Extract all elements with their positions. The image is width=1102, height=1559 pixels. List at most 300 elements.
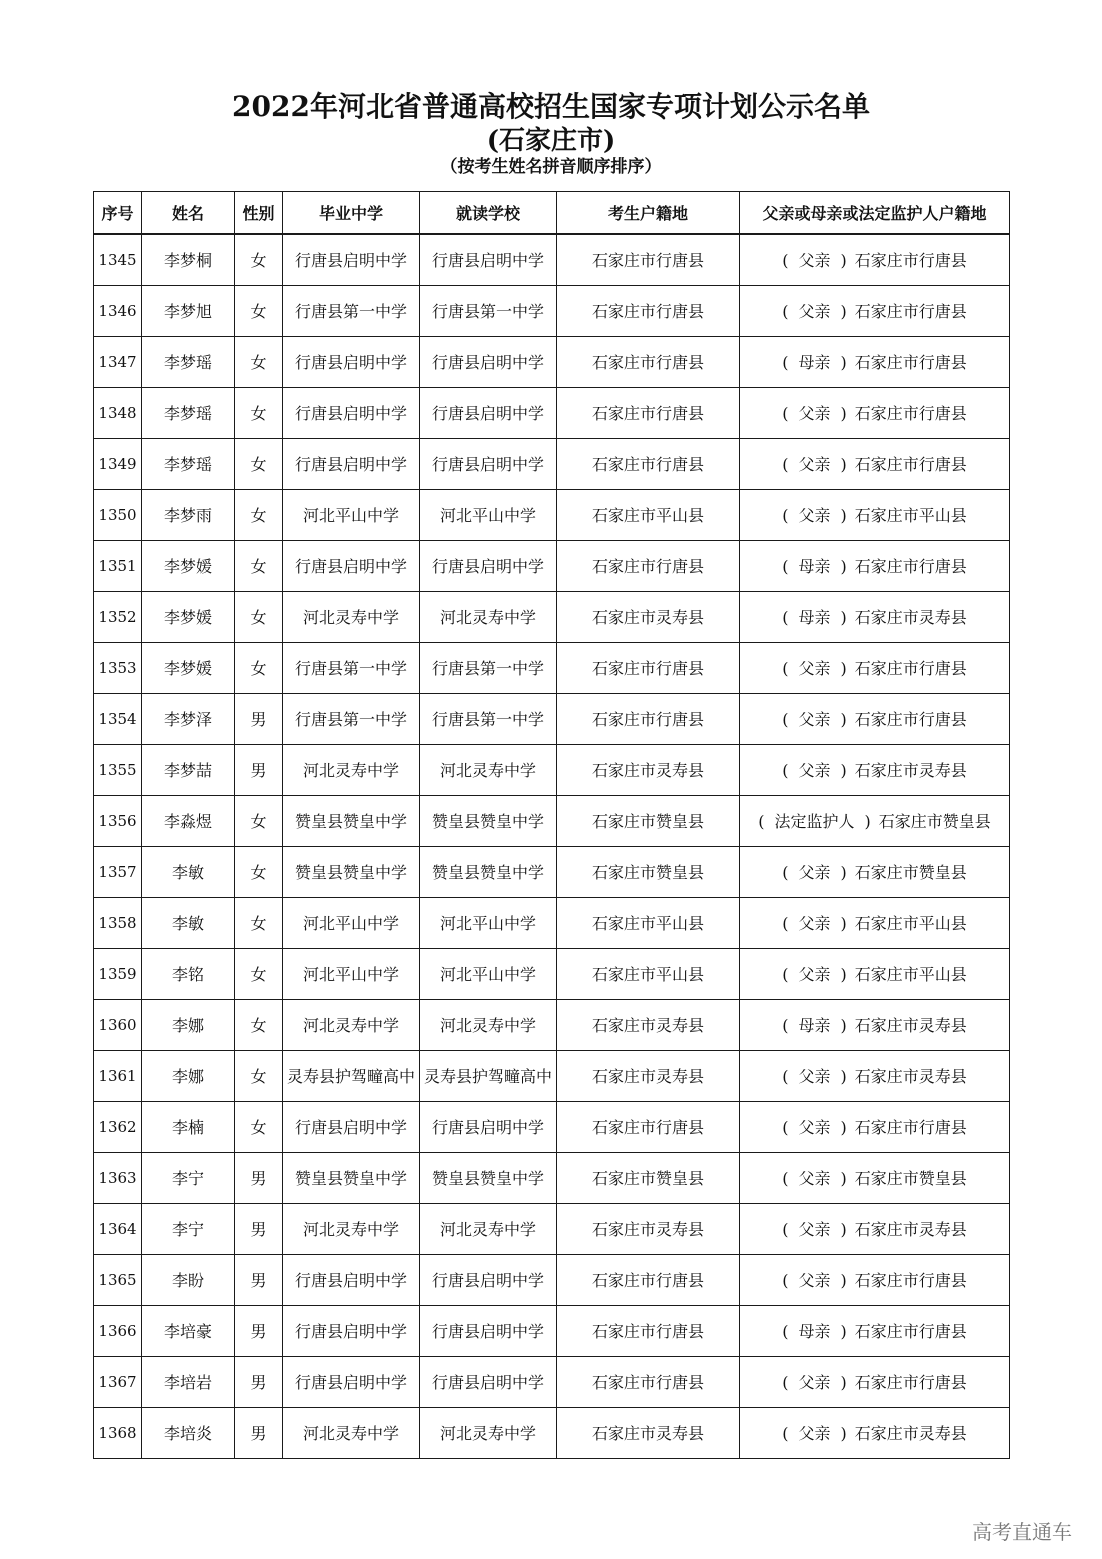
cell-guardian-household — [740, 1204, 1010, 1255]
cell-current-school: 行唐县启明中学 — [420, 1102, 557, 1153]
cell-guardian-household — [740, 1255, 1010, 1306]
guardian-relation: 母亲 — [798, 352, 831, 372]
cell-seq: 1360 — [94, 1000, 142, 1051]
guardian-household-place: 石家庄市平山县 — [854, 913, 967, 933]
guardian-relation: 父亲 — [798, 1117, 831, 1137]
header-household: 考生户籍地 — [557, 192, 740, 235]
cell-household: 石家庄市灵寿县 — [557, 592, 740, 643]
cell-name: 李梦桐 — [142, 234, 235, 286]
paren-open: ( — [782, 454, 789, 474]
cell-guardian-household — [740, 949, 1010, 1000]
table-row — [94, 796, 1010, 847]
paren-open: ( — [782, 301, 789, 321]
cell-grad-school: 行唐县启明中学 — [283, 541, 420, 592]
cell-guardian-household — [740, 337, 1010, 388]
table-row — [94, 1000, 1010, 1051]
cell-guardian-household — [740, 745, 1010, 796]
cell-grad-school: 河北灵寿中学 — [283, 1408, 420, 1459]
table-row — [94, 745, 1010, 796]
cell-guardian-household — [740, 1306, 1010, 1357]
guardian-household-place: 石家庄市赞皇县 — [854, 862, 967, 882]
cell-guardian-household — [740, 541, 1010, 592]
guardian-household-place: 石家庄市赞皇县 — [878, 811, 991, 831]
cell-gender: 女 — [235, 439, 283, 490]
table-row — [94, 592, 1010, 643]
guardian-relation: 父亲 — [798, 454, 831, 474]
cell-household: 石家庄市行唐县 — [557, 1306, 740, 1357]
cell-household: 石家庄市行唐县 — [557, 337, 740, 388]
table-row — [94, 1306, 1010, 1357]
table-row — [94, 1204, 1010, 1255]
paren-close: ) — [840, 709, 847, 729]
cell-current-school: 行唐县第一中学 — [420, 286, 557, 337]
cell-seq: 1355 — [94, 745, 142, 796]
cell-grad-school: 行唐县启明中学 — [283, 1357, 420, 1408]
cell-household: 石家庄市平山县 — [557, 898, 740, 949]
cell-seq: 1365 — [94, 1255, 142, 1306]
cell-gender: 女 — [235, 388, 283, 439]
guardian-relation: 母亲 — [798, 556, 831, 576]
cell-grad-school: 河北平山中学 — [283, 949, 420, 1000]
cell-name: 李娜 — [142, 1051, 235, 1102]
cell-seq: 1359 — [94, 949, 142, 1000]
paren-open: ( — [782, 556, 789, 576]
cell-gender: 女 — [235, 643, 283, 694]
table-row — [94, 234, 1010, 286]
cell-gender: 女 — [235, 847, 283, 898]
guardian-household-place: 石家庄市行唐县 — [854, 454, 967, 474]
guardian-household-place: 石家庄市行唐县 — [854, 250, 967, 270]
guardian-household-place: 石家庄市行唐县 — [854, 301, 967, 321]
cell-guardian-household — [740, 592, 1010, 643]
cell-guardian-household — [740, 1051, 1010, 1102]
cell-current-school: 行唐县启明中学 — [420, 234, 557, 286]
guardian-relation: 父亲 — [798, 862, 831, 882]
cell-gender: 男 — [235, 1306, 283, 1357]
guardian-relation: 母亲 — [798, 607, 831, 627]
cell-household: 石家庄市赞皇县 — [557, 1153, 740, 1204]
cell-grad-school: 河北平山中学 — [283, 898, 420, 949]
guardian-relation: 父亲 — [798, 658, 831, 678]
cell-guardian-household — [740, 388, 1010, 439]
guardian-household-place: 石家庄市灵寿县 — [854, 1423, 967, 1443]
guardian-relation: 父亲 — [798, 913, 831, 933]
cell-household: 石家庄市行唐县 — [557, 388, 740, 439]
cell-household: 石家庄市平山县 — [557, 949, 740, 1000]
cell-grad-school: 赞皇县赞皇中学 — [283, 1153, 420, 1204]
cell-grad-school: 行唐县启明中学 — [283, 1306, 420, 1357]
guardian-household-place: 石家庄市行唐县 — [854, 1372, 967, 1392]
cell-gender: 女 — [235, 1102, 283, 1153]
cell-name: 李培豪 — [142, 1306, 235, 1357]
cell-name: 李淼煜 — [142, 796, 235, 847]
table-row — [94, 388, 1010, 439]
guardian-relation: 父亲 — [798, 1270, 831, 1290]
table-row — [94, 643, 1010, 694]
cell-seq: 1363 — [94, 1153, 142, 1204]
cell-grad-school: 行唐县第一中学 — [283, 694, 420, 745]
table-row — [94, 1408, 1010, 1459]
cell-name: 李梦雨 — [142, 490, 235, 541]
cell-grad-school: 河北灵寿中学 — [283, 1204, 420, 1255]
cell-seq: 1349 — [94, 439, 142, 490]
table-row — [94, 490, 1010, 541]
guardian-relation: 父亲 — [798, 1219, 831, 1239]
cell-household: 石家庄市灵寿县 — [557, 1204, 740, 1255]
watermark: 高考直通车 — [972, 1520, 1072, 1544]
cell-name: 李梦瑶 — [142, 439, 235, 490]
paren-open: ( — [782, 913, 789, 933]
cell-household: 石家庄市赞皇县 — [557, 847, 740, 898]
table-row — [94, 286, 1010, 337]
cell-name: 李敏 — [142, 847, 235, 898]
paren-open: ( — [782, 1015, 789, 1035]
guardian-household-place: 石家庄市平山县 — [854, 505, 967, 525]
cell-current-school: 河北平山中学 — [420, 949, 557, 1000]
guardian-relation: 法定监护人 — [774, 811, 855, 831]
paren-open: ( — [782, 760, 789, 780]
document-title: 2022年河北省普通高校招生国家专项计划公示名单 — [232, 90, 870, 123]
cell-gender: 女 — [235, 490, 283, 541]
paren-close: ) — [840, 505, 847, 525]
guardian-relation: 父亲 — [798, 1372, 831, 1392]
cell-current-school: 行唐县启明中学 — [420, 439, 557, 490]
table-row — [94, 337, 1010, 388]
paren-close: ) — [840, 607, 847, 627]
paren-close: ) — [840, 556, 847, 576]
cell-name: 李梦泽 — [142, 694, 235, 745]
cell-name: 李铭 — [142, 949, 235, 1000]
cell-grad-school: 行唐县启明中学 — [283, 234, 420, 286]
paren-open: ( — [782, 250, 789, 270]
cell-guardian-household — [740, 1153, 1010, 1204]
cell-gender: 女 — [235, 337, 283, 388]
cell-seq: 1353 — [94, 643, 142, 694]
guardian-relation: 父亲 — [798, 760, 831, 780]
table-row — [94, 1051, 1010, 1102]
guardian-household-place: 石家庄市行唐县 — [854, 403, 967, 423]
cell-current-school: 河北灵寿中学 — [420, 1408, 557, 1459]
document-subtitle: (石家庄市) — [486, 126, 616, 156]
paren-close: ) — [840, 964, 847, 984]
paren-close: ) — [840, 760, 847, 780]
guardian-relation: 父亲 — [798, 1168, 831, 1188]
cell-name: 李梦旭 — [142, 286, 235, 337]
paren-close: ) — [840, 1066, 847, 1086]
cell-grad-school: 行唐县启明中学 — [283, 388, 420, 439]
cell-seq: 1354 — [94, 694, 142, 745]
paren-close: ) — [840, 1321, 847, 1341]
table-row — [94, 541, 1010, 592]
cell-seq: 1350 — [94, 490, 142, 541]
paren-open: ( — [782, 1219, 789, 1239]
guardian-relation: 父亲 — [798, 505, 831, 525]
cell-current-school: 赞皇县赞皇中学 — [420, 1153, 557, 1204]
cell-current-school: 赞皇县赞皇中学 — [420, 847, 557, 898]
cell-guardian-household — [740, 286, 1010, 337]
cell-current-school: 行唐县启明中学 — [420, 337, 557, 388]
guardian-relation: 父亲 — [798, 964, 831, 984]
cell-gender: 男 — [235, 1357, 283, 1408]
cell-current-school: 行唐县启明中学 — [420, 1357, 557, 1408]
paren-close: ) — [840, 301, 847, 321]
guardian-household-place: 石家庄市灵寿县 — [854, 1015, 967, 1035]
cell-current-school: 河北平山中学 — [420, 898, 557, 949]
cell-seq: 1347 — [94, 337, 142, 388]
cell-current-school: 行唐县第一中学 — [420, 643, 557, 694]
paren-close: ) — [840, 250, 847, 270]
cell-guardian-household — [740, 490, 1010, 541]
guardian-household-place: 石家庄市赞皇县 — [854, 1168, 967, 1188]
paren-open: ( — [782, 709, 789, 729]
cell-seq: 1345 — [94, 234, 142, 286]
cell-household: 石家庄市平山县 — [557, 490, 740, 541]
cell-seq: 1356 — [94, 796, 142, 847]
cell-household: 石家庄市行唐县 — [557, 1255, 740, 1306]
paren-close: ) — [840, 1168, 847, 1188]
cell-household: 石家庄市行唐县 — [557, 439, 740, 490]
cell-name: 李培炎 — [142, 1408, 235, 1459]
guardian-household-place: 石家庄市灵寿县 — [854, 760, 967, 780]
guardian-household-place: 石家庄市行唐县 — [854, 352, 967, 372]
paren-open: ( — [782, 1168, 789, 1188]
cell-seq: 1357 — [94, 847, 142, 898]
cell-household: 石家庄市行唐县 — [557, 694, 740, 745]
paren-close: ) — [840, 1270, 847, 1290]
cell-current-school: 行唐县第一中学 — [420, 694, 557, 745]
paren-open: ( — [782, 1423, 789, 1443]
cell-guardian-household — [740, 439, 1010, 490]
cell-guardian-household — [740, 898, 1010, 949]
cell-grad-school: 河北灵寿中学 — [283, 1000, 420, 1051]
cell-name: 李宁 — [142, 1153, 235, 1204]
cell-grad-school: 行唐县第一中学 — [283, 286, 420, 337]
cell-current-school: 灵寿县护驾疃高中 — [420, 1051, 557, 1102]
cell-name: 李梦媛 — [142, 592, 235, 643]
cell-gender: 女 — [235, 1000, 283, 1051]
paren-open: ( — [782, 1117, 789, 1137]
cell-name: 李梦喆 — [142, 745, 235, 796]
sort-note: （按考生姓名拼音顺序排序） — [440, 157, 662, 177]
cell-current-school: 赞皇县赞皇中学 — [420, 796, 557, 847]
cell-gender: 女 — [235, 796, 283, 847]
cell-gender: 男 — [235, 1408, 283, 1459]
paren-open: ( — [782, 352, 789, 372]
guardian-household-place: 石家庄市行唐县 — [854, 658, 967, 678]
cell-seq: 1362 — [94, 1102, 142, 1153]
paren-open: ( — [782, 505, 789, 525]
guardian-household-place: 石家庄市灵寿县 — [854, 1066, 967, 1086]
cell-household: 石家庄市行唐县 — [557, 234, 740, 286]
table-row — [94, 949, 1010, 1000]
cell-guardian-household — [740, 694, 1010, 745]
guardian-household-place: 石家庄市行唐县 — [854, 709, 967, 729]
paren-close: ) — [840, 1219, 847, 1239]
table-row — [94, 898, 1010, 949]
cell-name: 李敏 — [142, 898, 235, 949]
paren-close: ) — [840, 352, 847, 372]
cell-household: 石家庄市行唐县 — [557, 286, 740, 337]
table-row — [94, 1357, 1010, 1408]
cell-seq: 1367 — [94, 1357, 142, 1408]
cell-grad-school: 灵寿县护驾疃高中 — [283, 1051, 420, 1102]
table-row — [94, 1102, 1010, 1153]
guardian-relation: 母亲 — [798, 1015, 831, 1035]
cell-seq: 1352 — [94, 592, 142, 643]
cell-guardian-household — [740, 1357, 1010, 1408]
cell-household: 石家庄市行唐县 — [557, 643, 740, 694]
paren-close: ) — [840, 403, 847, 423]
cell-guardian-household — [740, 1102, 1010, 1153]
cell-current-school: 河北灵寿中学 — [420, 1204, 557, 1255]
cell-gender: 女 — [235, 1051, 283, 1102]
cell-name: 李梦瑶 — [142, 388, 235, 439]
cell-grad-school: 赞皇县赞皇中学 — [283, 847, 420, 898]
paren-close: ) — [840, 1117, 847, 1137]
guardian-household-place: 石家庄市灵寿县 — [854, 607, 967, 627]
table-row — [94, 694, 1010, 745]
paren-close: ) — [840, 862, 847, 882]
guardian-relation: 父亲 — [798, 709, 831, 729]
cell-seq: 1358 — [94, 898, 142, 949]
paren-open: ( — [782, 607, 789, 627]
table-body — [94, 234, 1010, 1459]
paren-open: ( — [782, 1066, 789, 1086]
cell-current-school: 河北灵寿中学 — [420, 592, 557, 643]
paren-open: ( — [782, 1372, 789, 1392]
cell-seq: 1346 — [94, 286, 142, 337]
table-row — [94, 847, 1010, 898]
guardian-household-place: 石家庄市行唐县 — [854, 1270, 967, 1290]
cell-gender: 女 — [235, 949, 283, 1000]
cell-current-school: 行唐县启明中学 — [420, 1255, 557, 1306]
cell-gender: 男 — [235, 694, 283, 745]
guardian-household-place: 石家庄市行唐县 — [854, 1117, 967, 1137]
cell-seq: 1361 — [94, 1051, 142, 1102]
cell-grad-school: 行唐县启明中学 — [283, 1255, 420, 1306]
cell-gender: 女 — [235, 592, 283, 643]
cell-name: 李梦瑶 — [142, 337, 235, 388]
guardian-relation: 父亲 — [798, 1423, 831, 1443]
guardian-relation: 父亲 — [798, 403, 831, 423]
cell-grad-school: 行唐县启明中学 — [283, 1102, 420, 1153]
header-current-school: 就读学校 — [420, 192, 557, 235]
guardian-household-place: 石家庄市行唐县 — [854, 1321, 967, 1341]
cell-guardian-household — [740, 796, 1010, 847]
cell-name: 李梦媛 — [142, 643, 235, 694]
paren-close: ) — [840, 1423, 847, 1443]
cell-gender: 女 — [235, 286, 283, 337]
cell-name: 李梦媛 — [142, 541, 235, 592]
cell-gender: 女 — [235, 898, 283, 949]
cell-household: 石家庄市赞皇县 — [557, 796, 740, 847]
guardian-household-place: 石家庄市行唐县 — [854, 556, 967, 576]
cell-guardian-household — [740, 1408, 1010, 1459]
cell-guardian-household — [740, 234, 1010, 286]
cell-grad-school: 河北灵寿中学 — [283, 745, 420, 796]
cell-name: 李娜 — [142, 1000, 235, 1051]
header-name: 姓名 — [142, 192, 235, 235]
guardian-household-place: 石家庄市灵寿县 — [854, 1219, 967, 1239]
cell-name: 李楠 — [142, 1102, 235, 1153]
paren-close: ) — [840, 913, 847, 933]
table-row — [94, 1153, 1010, 1204]
header-gender: 性别 — [235, 192, 283, 235]
guardian-relation: 父亲 — [798, 301, 831, 321]
cell-current-school: 行唐县启明中学 — [420, 1306, 557, 1357]
cell-grad-school: 行唐县第一中学 — [283, 643, 420, 694]
cell-current-school: 行唐县启明中学 — [420, 541, 557, 592]
header-row — [94, 192, 1010, 235]
paren-open: ( — [782, 403, 789, 423]
roster-table — [93, 191, 1010, 1459]
cell-household: 石家庄市灵寿县 — [557, 1000, 740, 1051]
cell-household: 石家庄市灵寿县 — [557, 1051, 740, 1102]
cell-grad-school: 行唐县启明中学 — [283, 337, 420, 388]
cell-current-school: 行唐县启明中学 — [420, 388, 557, 439]
guardian-household-place: 石家庄市平山县 — [854, 964, 967, 984]
cell-household: 石家庄市灵寿县 — [557, 1408, 740, 1459]
guardian-relation: 父亲 — [798, 1066, 831, 1086]
table-header — [94, 192, 1010, 235]
cell-gender: 男 — [235, 745, 283, 796]
table-row — [94, 439, 1010, 490]
header-seq: 序号 — [94, 192, 142, 235]
cell-guardian-household — [740, 847, 1010, 898]
cell-seq: 1351 — [94, 541, 142, 592]
cell-grad-school: 河北平山中学 — [283, 490, 420, 541]
guardian-relation: 父亲 — [798, 250, 831, 270]
paren-close: ) — [840, 1015, 847, 1035]
table-row — [94, 1255, 1010, 1306]
paren-close: ) — [840, 1372, 847, 1392]
cell-grad-school: 河北灵寿中学 — [283, 592, 420, 643]
cell-seq: 1368 — [94, 1408, 142, 1459]
cell-seq: 1348 — [94, 388, 142, 439]
cell-grad-school: 赞皇县赞皇中学 — [283, 796, 420, 847]
cell-current-school: 河北灵寿中学 — [420, 1000, 557, 1051]
cell-current-school: 河北灵寿中学 — [420, 745, 557, 796]
header-grad-school: 毕业中学 — [283, 192, 420, 235]
cell-name: 李培岩 — [142, 1357, 235, 1408]
cell-gender: 男 — [235, 1204, 283, 1255]
cell-guardian-household — [740, 643, 1010, 694]
cell-gender: 男 — [235, 1255, 283, 1306]
paren-open: ( — [782, 658, 789, 678]
cell-current-school: 河北平山中学 — [420, 490, 557, 541]
paren-close: ) — [840, 454, 847, 474]
cell-grad-school: 行唐县启明中学 — [283, 439, 420, 490]
cell-household: 石家庄市灵寿县 — [557, 745, 740, 796]
paren-open: ( — [782, 1270, 789, 1290]
cell-household: 石家庄市行唐县 — [557, 1357, 740, 1408]
paren-open: ( — [782, 964, 789, 984]
cell-gender: 男 — [235, 1153, 283, 1204]
guardian-relation: 母亲 — [798, 1321, 831, 1341]
cell-gender: 女 — [235, 541, 283, 592]
cell-name: 李盼 — [142, 1255, 235, 1306]
cell-household: 石家庄市行唐县 — [557, 1102, 740, 1153]
cell-gender: 女 — [235, 234, 283, 286]
paren-close: ) — [864, 811, 871, 831]
paren-close: ) — [840, 658, 847, 678]
cell-guardian-household — [740, 1000, 1010, 1051]
cell-seq: 1364 — [94, 1204, 142, 1255]
paren-open: ( — [782, 1321, 789, 1341]
paren-open: ( — [782, 862, 789, 882]
header-guardian-household: 父亲或母亲或法定监护人户籍地 — [740, 192, 1010, 235]
paren-open: ( — [758, 811, 765, 831]
